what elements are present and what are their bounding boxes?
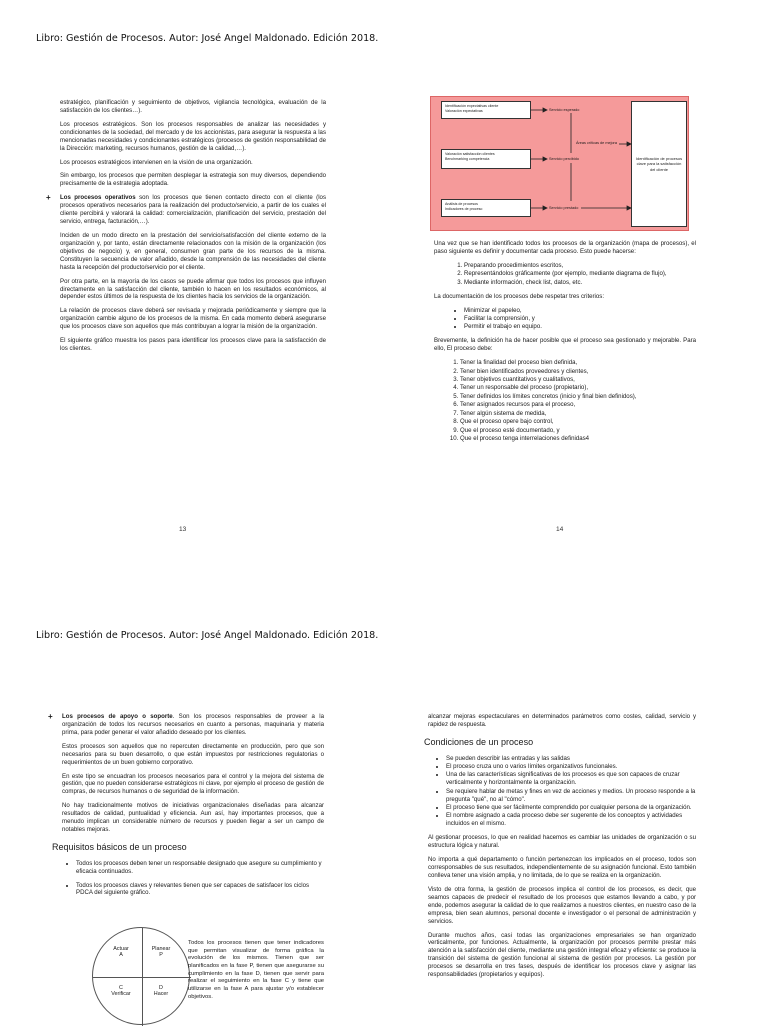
list-item: • El proceso cruza uno o varios límites organizativos funcionales. <box>446 763 696 771</box>
diagram-box-key-processes: Identificación de procesos clave para la satisfacción del cliente <box>631 101 687 227</box>
list-item: 9. Que el proceso esté documentado, y <box>460 427 696 435</box>
paragraph: La relación de procesos clave deberá ser revisada y mejorada periódicamente y siempre que la organización cambie alguno de los procesos de la misma. En cada momento deberá asegurarse que los procesos clave son aquellos que más contribuyan a lograr la misión de la organización. <box>60 307 326 331</box>
page-14-column <box>434 240 696 449</box>
paragraph: No hay tradicionalmente motivos de iniciativas organizacionales diseñadas para alcanzar resultados de calidad, puntualidad y eficiencia. Aun así, hay importantes procesos, que a menudo implican un considerable número de recursos y pueden llegar a ser un campo de notables mejoras. <box>62 802 324 834</box>
paragraph: Una vez que se han identificado todos los procesos de la organización (mapa de procesos), el paso siguiente es definir y documentar cada proceso. Esto puede hacerse: <box>434 240 696 255</box>
list-item: • Se pueden describir las entradas y las salidas <box>446 755 696 763</box>
paragraph: Sin embargo, los procesos que permiten desplegar la estrategia son muy diversos, dependiendo precisamente de la estrategia adoptada. <box>60 172 326 188</box>
list-item: 6. Tener asignados recursos para el proceso, <box>460 401 696 409</box>
bullet-apoyo: + Los procesos de apoyo o soporte. Son los procesos responsables de proveer a la organización de todos los recursos necesarios en cuanto a personas, maquinaria y materia prima, para poder generar el valor añadido deseado por los clientes. <box>62 713 324 737</box>
label-perceived-service: Servicio percibido <box>549 157 579 161</box>
conditions-list <box>428 755 696 829</box>
label-delivered-service: Servicio prestado <box>549 206 579 210</box>
pdca-do: D Hacer <box>153 985 169 997</box>
page-13-column <box>60 99 326 359</box>
section-heading: Condiciones de un proceso <box>424 736 534 747</box>
paragraph: Visto de otra forma, la gestión de procesos implica el control de los procesos, es decir, que seamos capaces de predecir el resultado de los procesos que estamos llevando a cabo, y por ende, podemos asegurar la calidad de lo que realizamos a nuestros clientes, en nuestro caso de la empresa, bien sean alumnos, personal docente e investigador o el personal de administración y servicios. <box>428 885 696 925</box>
page-number-14: 14 <box>556 526 564 533</box>
list-item: 5. Tener definidos los límites concretos (inicio y final bien definidos), <box>460 393 696 401</box>
list-item: • Permitir el trabajo en equipo. <box>464 323 696 331</box>
paragraph: Los procesos estratégicos intervienen en la visión de una organización. <box>60 158 253 166</box>
section-heading: Requisitos básicos de un proceso <box>52 841 187 852</box>
paragraph: estratégico, planificación y seguimiento de objetivos, vigilancia tecnológica, evaluación de la satisfacción de los clientes…). <box>60 99 326 114</box>
list-item: 1. Preparando procedimientos escritos, <box>464 262 696 270</box>
list-item: • El nombre asignado a cada proceso debe ser sugerente de los conceptos y actividades incluidos en el mismo. <box>446 812 696 828</box>
paragraph: Durante muchos años, casi todas las organizaciones empresariales se han organizado verticalmente, por funciones. Actualmente, la organización por procesos permite prestar más atención a la satisfacción del cliente, mediante una gestión integral eficaz y eficiente: se produce la transición del sistema de gestión funcional al sistema de gestión por procesos. La gestión por procesos se desarrolla en tres fases, después de identificar los procesos clave y asignar las responsabilidades (propietarios y equipos). <box>428 931 696 979</box>
pdca-plan: Planear P <box>151 946 171 958</box>
list-item: 1. Tener la finalidad del proceso bien definida, <box>460 359 696 367</box>
list-item: 2. Representándolos gráficamente (por ejemplo, mediante diagrama de flujo), <box>464 270 696 278</box>
list-item: • Todos los procesos claves y relevantes tienen que ser capaces de satisfacer los ciclos PDCA del siguiente gráfico. <box>76 882 324 898</box>
paragraph: Por otra parte, en la mayoría de los casos se puede afirmar que todos los procesos que influyen directamente en la satisfacción del cliente, también lo hacen en los resultados económicos, al depender estos últimos de la respuesta de los clientes hacia los servicios de la organización. <box>60 277 326 301</box>
paragraph: En este tipo se encuadran los procesos necesarios para el control y la mejora del sistema de gestión, que no pueden considerarse estratégicos ni clave, por ejemplo el proceso de gestión de compras, de recursos humanos o de seguridad de la información. <box>62 772 324 796</box>
diagram-box-analysis: Análisis de procesos Indicadores de proceso <box>441 199 531 217</box>
list-item: • Todos los procesos deben tener un responsable designado que asegure su cumplimiento y eficacia continuados. <box>76 860 324 876</box>
page-header-top: Libro: Gestión de Procesos. Autor: José Angel Maldonado. Edición 2018. <box>36 33 379 44</box>
paragraph: Los procesos estratégicos. Son los procesos responsables de analizar las necesidades y condicionantes de la sociedad, del mercado y de los accionistas, para asegurar la respuesta a las mencionadas necesidades y condicionantes estratégicos (procesos de gestión responsabilidad de la Dirección: marketing, recursos humanos, gestión de la calidad,…). <box>60 120 326 152</box>
diagram-box-satisfaction: Valoración satisfacción clientes Benchmarking competencia <box>441 149 531 169</box>
paragraph: Brevemente, la definición ha de hacer posible que el proceso sea gestionado y mejorable. Para ello, El proceso debe: <box>434 337 696 353</box>
page-header-bottom: Libro: Gestión de Procesos. Autor: José Angel Maldonado. Edición 2018. <box>36 630 379 641</box>
label-expected-service: Servicio esperado <box>549 108 580 112</box>
list-item: 4. Tener un responsable del proceso (propietario), <box>460 384 696 392</box>
pdca-side-text: Todos los procesos tienen que tener indicadores que permitan visualizar de forma gráfica la evolución de los mismos. Tienen que ser planificados en la fase P, tienen que asegurarse su cumplimiento en la fase D, tienen que servir para realizar el seguimiento en la fase C y tiene que utilizarse en la fase A para ajustar y/o establecer objetivos. <box>188 940 324 1000</box>
list-item: 7. Tener algún sistema de medida, <box>460 410 696 418</box>
pdca-act: Actuar A <box>113 946 129 958</box>
paragraph: Inciden de un modo directo en la prestación del servicio/satisfacción del cliente externo de la organización y, por tanto, están directamente relacionados con la misión de la organización (los objetivos de negocio) y, en general, consumen gran parte de los recursos de la misma. Constituyen la secuencia de valor añadido, desde la comprensión de las necesidades del cliente hasta la recepción del producto/servicio por el cliente. <box>60 231 326 271</box>
list-item: 10. Que el proceso tenga interrelaciones definidas4 <box>460 435 696 443</box>
paragraph: La documentación de los procesos debe respetar tres criterios: <box>434 292 605 300</box>
paragraph: alcanzar mejoras espectaculares en determinados parámetros como costes, calidad, servicio y rapidez de respuesta. <box>428 713 696 728</box>
key-process-diagram <box>430 96 689 231</box>
page-number-13: 13 <box>179 526 187 533</box>
diagram-box-expectations: Identificación expectativas cliente Valoración expectativas <box>441 101 531 119</box>
pdca-cycle-diagram <box>92 927 190 1025</box>
label-critical-areas: Áreas críticas de mejora <box>576 141 617 145</box>
list-item: • El proceso tiene que ser fácilmente comprendido por cualquier persona de la organización. <box>446 804 696 812</box>
documentation-methods-list <box>434 262 696 287</box>
paragraph: Al gestionar procesos, lo que en realidad hacemos es cambiar las unidades de organización o su estructura lógica y natural. <box>428 834 696 850</box>
list-item: • Facilitar la comprensión, y <box>464 315 696 323</box>
diagram-arrows <box>431 97 690 232</box>
paragraph: El siguiente gráfico muestra los pasos para identificar los procesos clave para la satisfacción de los clientes. <box>60 337 326 353</box>
list-item: • Una de las características significativas de los procesos es que son capaces de cruzar verticalmente y horizontalmente la organización. <box>446 771 696 787</box>
paragraph: Estos procesos son aquellos que no repercuten directamente en producción, pero que son necesarios para su buen desarrollo, o que están impuestos por restricciones regulatorias o requerimientos de un buen gobierno corporativo. <box>62 742 324 766</box>
list-item: • Minimizar el papeleo, <box>464 307 696 315</box>
paragraph: No importa a qué departamento o función pertenezcan los implicados en el proceso, todos son corresponsables de sus resultados, independientemente de su asignación funcional. Esto también conlleva tener una visión amplia, y no limitada, de lo que se realiza en la organización. <box>428 856 696 880</box>
process-requirements-list <box>434 359 696 443</box>
page-16-column <box>424 713 696 985</box>
list-item: • Se requiere hablar de metas y fines en vez de acciones y medios. Un proceso responde a la pregunta "qué", no al "cómo". <box>446 788 696 804</box>
pdca-check: C Verificar <box>111 985 131 997</box>
requirements-list <box>62 860 324 898</box>
criteria-list <box>434 307 696 332</box>
list-item: 8. Que el proceso opere bajo control, <box>460 418 696 426</box>
list-item: 3. Mediante información, check list, datos, etc. <box>464 279 696 287</box>
list-item: 2. Tener bien identificados proveedores y clientes, <box>460 368 696 376</box>
list-item: 3. Tener objetivos cuantitativos y cualitativos, <box>460 376 696 384</box>
page-15-column <box>52 713 324 903</box>
bullet-operativos: + Los procesos operativos son los procesos que tienen contacto directo con el cliente (los procesos operativos necesarios para la realización del producto/servicio, a partir de los cuales el cliente percibirá y valorará la calidad: comercialización, planificación del servicio, prestación del servicio, entrega, facturación,…). <box>60 194 326 226</box>
